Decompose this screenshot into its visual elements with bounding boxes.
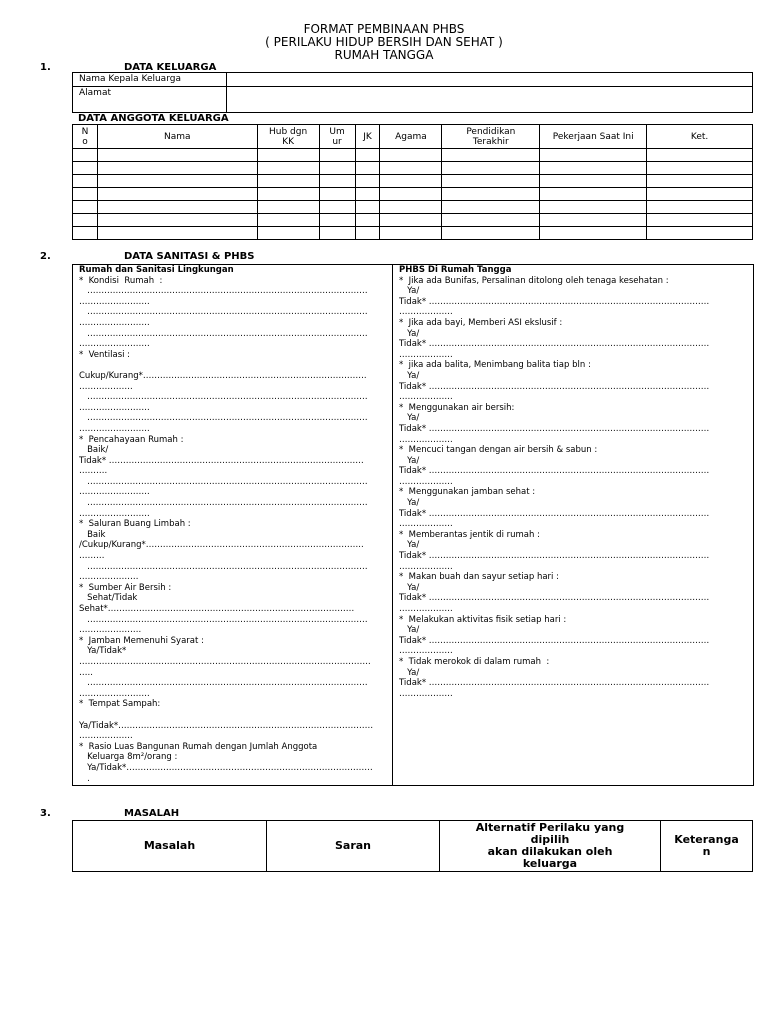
table-cell[interactable]: [380, 227, 442, 240]
table-row: [73, 149, 753, 162]
section2-heading: DATA SANITASI & PHBS: [124, 251, 255, 262]
col-nama: Nama: [97, 125, 257, 149]
table-cell[interactable]: [442, 227, 540, 240]
table-cell[interactable]: [97, 162, 257, 175]
col-ket: Ket.: [647, 125, 753, 149]
table-cell[interactable]: [73, 214, 98, 227]
col-keterangan: Keteranga n: [661, 821, 753, 872]
table-cell[interactable]: [442, 188, 540, 201]
doc-title-line1: FORMAT PEMBINAAN PHBS: [303, 22, 465, 36]
col-jk: JK: [355, 125, 380, 149]
table-cell[interactable]: [442, 214, 540, 227]
table-cell[interactable]: [442, 149, 540, 162]
table-cell[interactable]: [540, 227, 647, 240]
table-cell[interactable]: [257, 227, 319, 240]
table-cell[interactable]: [540, 214, 647, 227]
table-cell[interactable]: [380, 149, 442, 162]
table-cell[interactable]: [380, 188, 442, 201]
table-cell[interactable]: [442, 162, 540, 175]
table-cell[interactable]: [97, 149, 257, 162]
anggota-table: [72, 124, 753, 240]
table-row: [73, 162, 753, 175]
table-cell[interactable]: [73, 188, 98, 201]
table-cell[interactable]: [97, 188, 257, 201]
column-heading: Rumah dan Sanitasi Lingkungan: [79, 265, 234, 275]
table-cell[interactable]: [97, 175, 257, 188]
col-no: N o: [73, 125, 98, 149]
doc-title-line2: ( PERILAKU HIDUP BERSIH DAN SEHAT ): [265, 35, 503, 49]
alamat-label: Alamat: [73, 87, 227, 113]
col-saran: Saran: [267, 821, 440, 872]
column-heading: PHBS Di Rumah Tangga: [399, 265, 512, 275]
section2-number: 2.: [40, 251, 51, 262]
table-row: [73, 188, 753, 201]
table-cell[interactable]: [540, 162, 647, 175]
table-cell[interactable]: [73, 201, 98, 214]
table-row: [73, 201, 753, 214]
table-cell[interactable]: [257, 162, 319, 175]
table-cell[interactable]: [73, 227, 98, 240]
table-cell[interactable]: [355, 162, 380, 175]
anggota-heading: DATA ANGGOTA KELUARGA: [78, 113, 229, 124]
kepala-field[interactable]: [227, 73, 753, 87]
table-cell[interactable]: [257, 188, 319, 201]
table-cell[interactable]: [97, 214, 257, 227]
table-cell[interactable]: [73, 149, 98, 162]
table-cell[interactable]: [97, 201, 257, 214]
table-cell[interactable]: [319, 175, 355, 188]
table-cell[interactable]: [647, 149, 753, 162]
section1-heading: DATA KELUARGA: [124, 62, 217, 73]
table-cell[interactable]: [540, 175, 647, 188]
table-cell[interactable]: [540, 201, 647, 214]
table-cell[interactable]: [355, 188, 380, 201]
sanitasi-box: [72, 264, 754, 786]
sanitasi-divider: [392, 265, 393, 785]
table-cell[interactable]: [257, 149, 319, 162]
table-cell[interactable]: [319, 188, 355, 201]
table-cell[interactable]: [647, 227, 753, 240]
table-cell[interactable]: [319, 149, 355, 162]
table-cell[interactable]: [97, 227, 257, 240]
table-cell[interactable]: [380, 201, 442, 214]
col-pendidikan: Pendidikan Terakhir: [442, 125, 540, 149]
col-agama: Agama: [380, 125, 442, 149]
table-cell[interactable]: [73, 162, 98, 175]
kepala-label: Nama Kepala Keluarga: [73, 73, 227, 87]
col-pekerjaan: Pekerjaan Saat Ini: [540, 125, 647, 149]
col-umur: Um ur: [319, 125, 355, 149]
table-cell[interactable]: [73, 175, 98, 188]
col-masalah: Masalah: [73, 821, 267, 872]
col-hub-kk: Hub dgn KK: [257, 125, 319, 149]
table-cell[interactable]: [319, 227, 355, 240]
table-cell[interactable]: [257, 214, 319, 227]
table-cell[interactable]: [442, 201, 540, 214]
table-cell[interactable]: [355, 175, 380, 188]
table-cell[interactable]: [319, 162, 355, 175]
table-cell[interactable]: [647, 214, 753, 227]
sanitasi-left-column: Rumah dan Sanitasi Lingkungan * Kondisi Rumah : ……………………………………………………………………………………… ……………………. ……………………………………………………………………………………… ……………………. ……………………………………………………………………………………… ……………………. * Ventilasi : Cukup/Kurang*……………………………………………………………………. ………………. ……………………………………………………………………………………… ……………………. ……………………………………………………………………………………… ……………………. * Pencahayaan Rumah : Baik/ Tidak* ……………………………………………………………………………… ………. ……………………………………………………………………………………… ……………………. ……………………………………………………………………………………… ……………………. * Saluran Buang Limbah : Baik /Cukup/Kurang*………………………………………………………………….. ……… ……………………………………………………………………………………… ………………… * Sumber Air Bersih : Sehat/Tidak Sehat*…………………………………………………………………………… ……………………………………………………………………………………… …………………. * Jamban Memenuhi Syarat : Ya/Tidak* …………………………………………………………………………………………. ….. ……………………………………………………………………………………… ……………………. * Tempat Sampah: Ya/Tidak*……………………………………………………………………………… ………………. * Rasio Luas Bangunan Rumah dengan Jumlah Anggota Keluarga 8m²/orang : Ya/Tidak*…………………………………………………………………………… .: [79, 265, 374, 784]
col-alternatif: Alternatif Perilaku yang dipilih akan dilakukan oleh keluarga: [440, 821, 661, 872]
table-cell[interactable]: [355, 214, 380, 227]
alamat-field[interactable]: [227, 87, 753, 113]
table-cell[interactable]: [319, 201, 355, 214]
table-cell[interactable]: [540, 149, 647, 162]
table-cell[interactable]: [380, 162, 442, 175]
table-cell[interactable]: [355, 149, 380, 162]
table-cell[interactable]: [647, 201, 753, 214]
masalah-table: [72, 820, 753, 872]
table-cell[interactable]: [540, 188, 647, 201]
table-cell[interactable]: [355, 227, 380, 240]
anggota-header-row: [73, 125, 753, 149]
section3-number: 3.: [40, 808, 51, 819]
table-cell[interactable]: [380, 214, 442, 227]
table-cell[interactable]: [380, 175, 442, 188]
phbs-right-column: PHBS Di Rumah Tangga * Jika ada Bunifas, Persalinan ditolong oleh tenaga kesehatan : Ya/ Tidak* ……………………………………………………………………………………… ………………. * Jika ada bayi, Memberi ASI ekslusif : Ya/ Tidak* ……………………………………………………………………………………… ………………. * jika ada balita, Menimbang balita tiap bln : Ya/ Tidak* ……………………………………………………………………………………… ………………. * Menggunakan air bersih: Ya/ Tidak* ……………………………………………………………………………………… ………………. * Mencuci tangan dengan air bersih & sabun : Ya/ Tidak* ……………………………………………………………………………………… ………………. * Menggunakan jamban sehat : Ya/ Tidak* ……………………………………………………………………………………… ………………. * Memberantas jentik di rumah : Ya/ Tidak* ……………………………………………………………………………………… ………………. * Makan buah dan sayur setiap hari : Ya/ Tidak* ……………………………………………………………………………………… ………………. * Melakukan aktivitas fisik setiap hari : Ya/ Tidak* ……………………………………………………………………………………… ………………. * Tidak merokok di dalam rumah : Ya/ Tidak* ……………………………………………………………………………………… ……………….: [399, 265, 710, 699]
section3-heading: MASALAH: [124, 808, 180, 819]
table-row: [73, 175, 753, 188]
table-cell[interactable]: [257, 201, 319, 214]
table-cell[interactable]: [355, 201, 380, 214]
doc-title-line3: RUMAH TANGGA: [334, 48, 434, 62]
section1-number: 1.: [40, 62, 51, 73]
table-cell[interactable]: [442, 175, 540, 188]
keluarga-table: [72, 72, 753, 113]
table-cell[interactable]: [647, 188, 753, 201]
table-row: [73, 227, 753, 240]
table-cell[interactable]: [257, 175, 319, 188]
table-cell[interactable]: [647, 162, 753, 175]
table-cell[interactable]: [647, 175, 753, 188]
table-row: [73, 214, 753, 227]
table-cell[interactable]: [319, 214, 355, 227]
